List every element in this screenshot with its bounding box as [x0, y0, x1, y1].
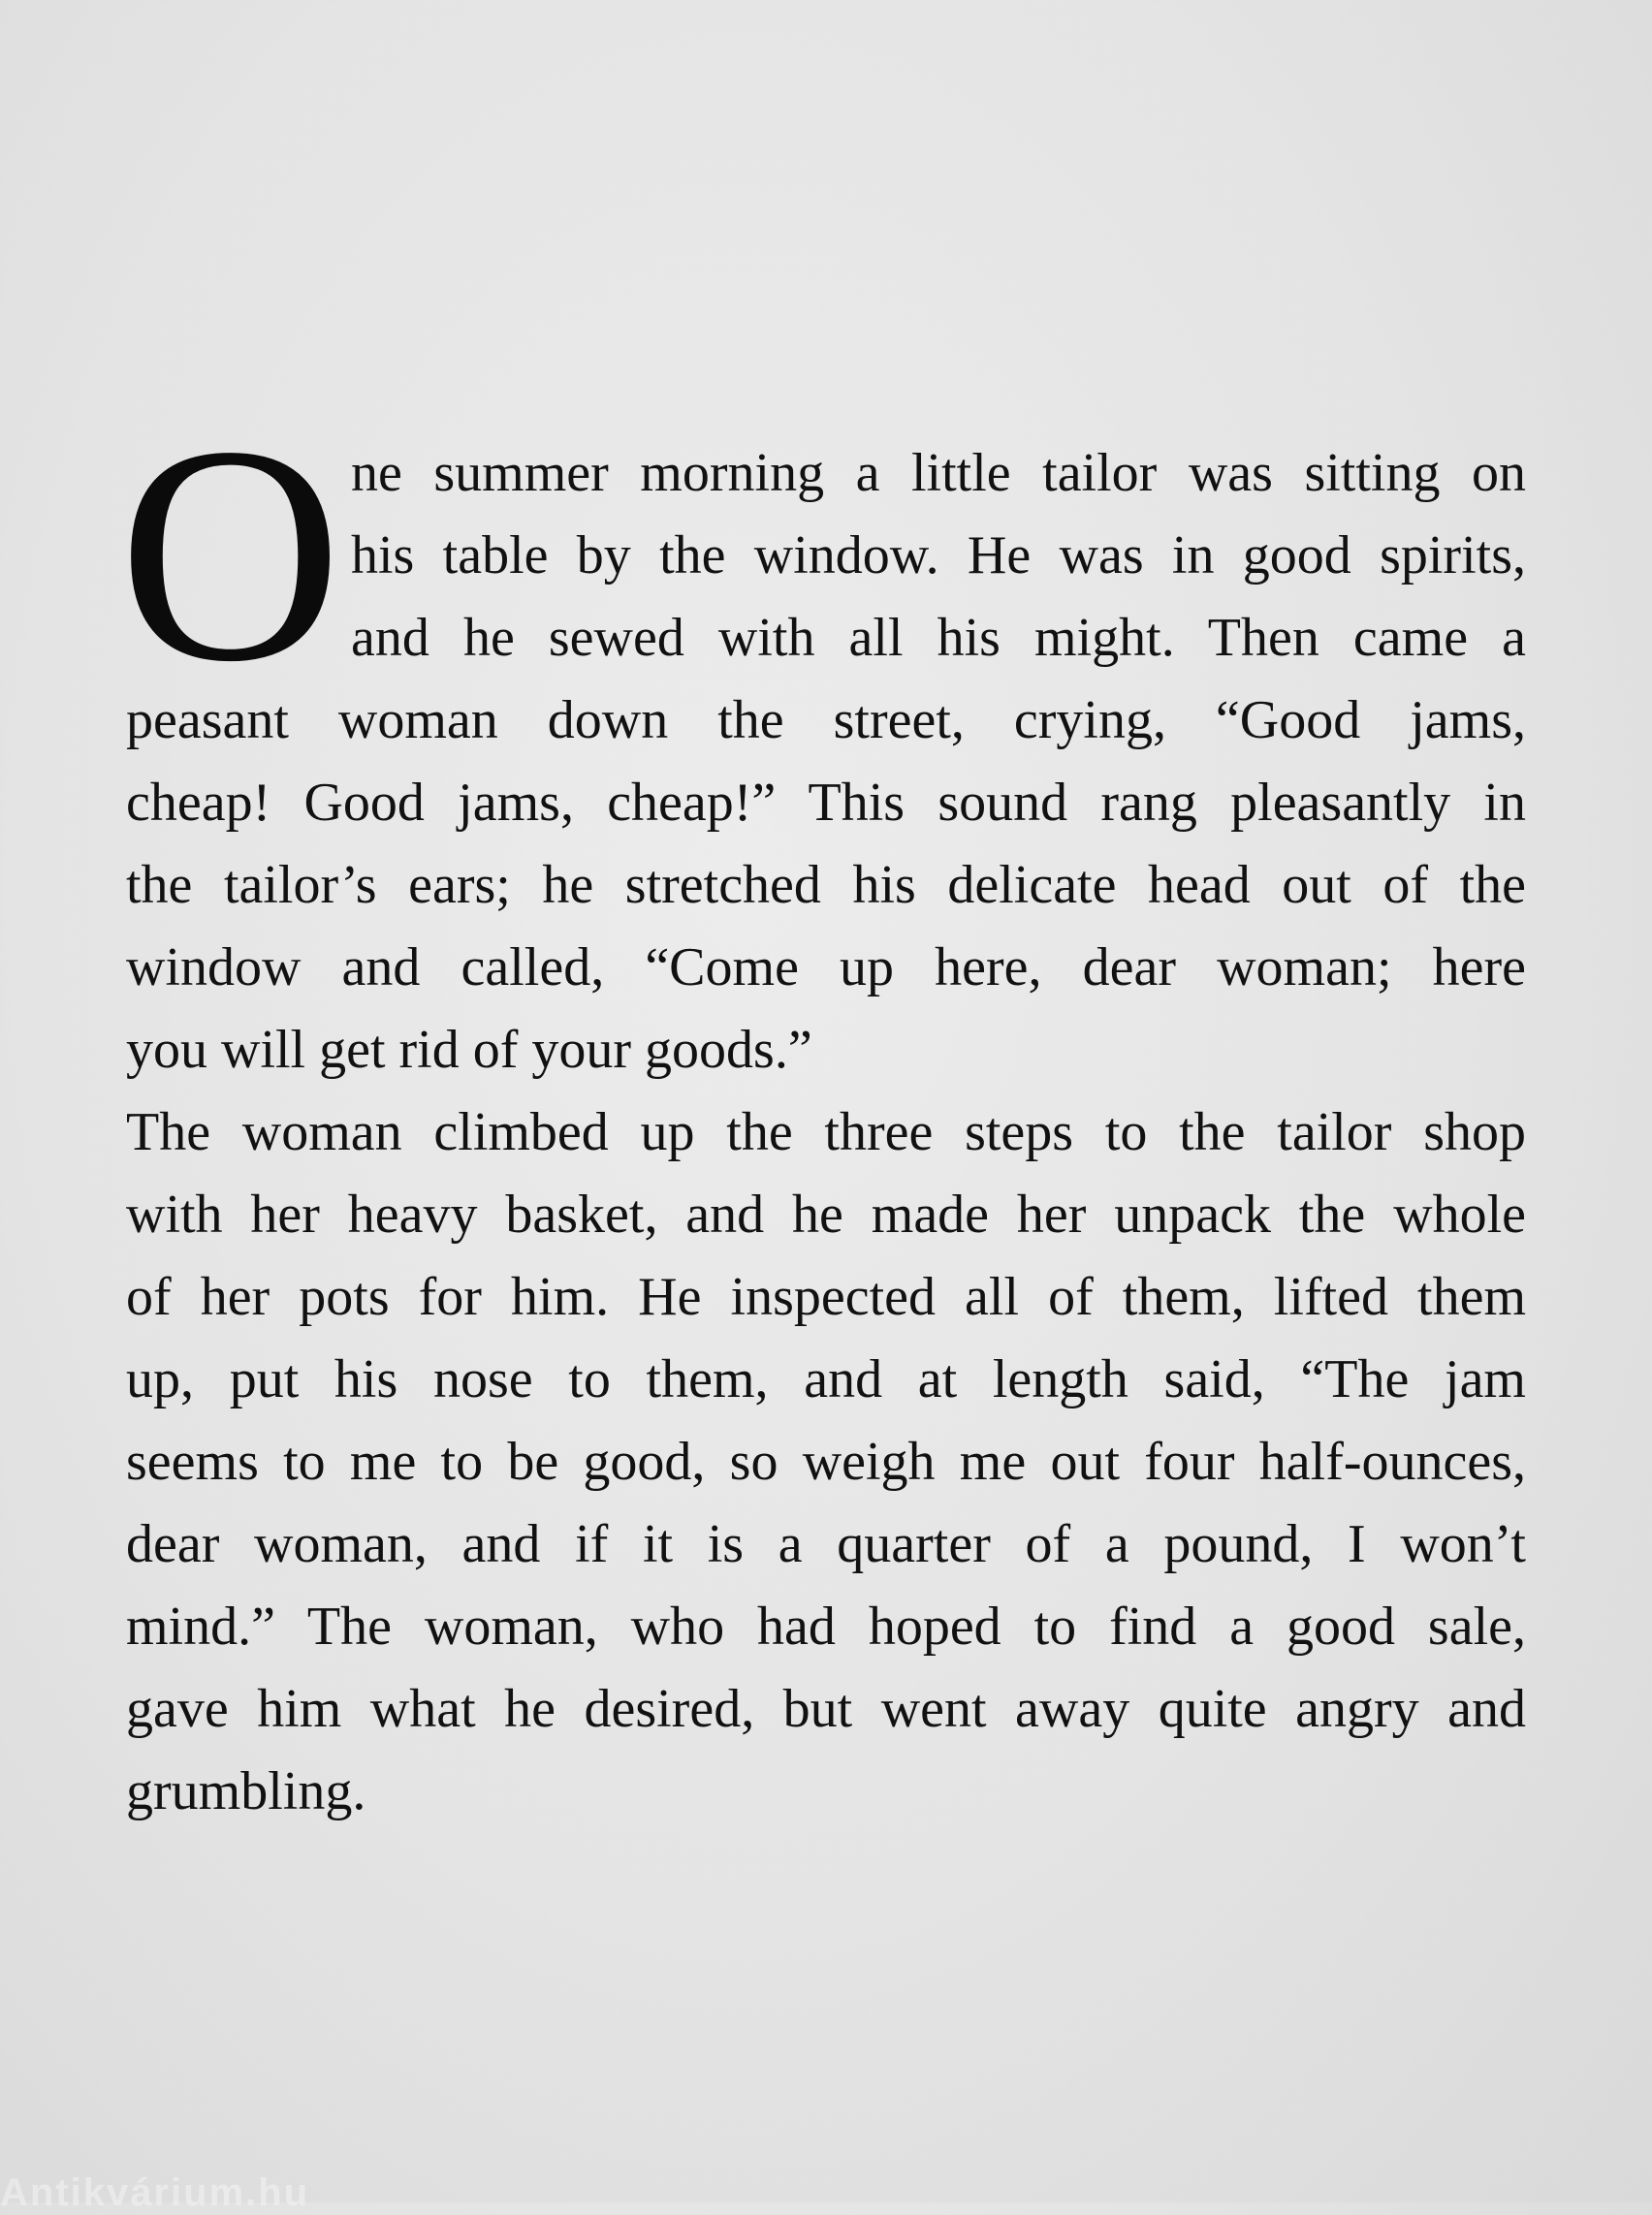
- text-line: of her pots for him. He inspected all of them, lifted them: [126, 1267, 1526, 1327]
- text-line: cheap! Good jams, cheap!” This sound rang pleasantly in: [126, 773, 1526, 833]
- text-line: his table by the window. He was in good spirits,: [351, 525, 1526, 585]
- text-line: and he sewed with all his might. Then came a: [351, 608, 1526, 668]
- text-line: the tailor’s ears; he stretched his delicate head out of the: [126, 855, 1526, 915]
- text-line: peasant woman down the street, crying, “Good jams,: [126, 690, 1526, 750]
- text-line: gave him what he desired, but went away quite angry and: [126, 1679, 1526, 1739]
- text-line: you will get rid of your goods.”: [126, 1020, 812, 1080]
- text-line: with her heavy basket, and he made her unpack the whole: [126, 1185, 1526, 1245]
- text-line: dear woman, and if it is a quarter of a pound, I won’t: [126, 1514, 1526, 1574]
- text-line: ne summer morning a little tailor was sitting on: [351, 443, 1526, 503]
- text-line: seems to me to be good, so weigh me out four half-ounces,: [126, 1432, 1526, 1492]
- text-line: grumbling.: [126, 1761, 366, 1821]
- text-line: up, put his nose to them, and at length said, “The jam: [126, 1349, 1526, 1409]
- drop-cap: O: [118, 383, 343, 726]
- watermark: Antikvárium.hu: [0, 2171, 310, 2214]
- text-line: mind.” The woman, who had hoped to find a good sale,: [126, 1597, 1526, 1657]
- story-text: [118, 383, 1526, 1833]
- text-line: The woman climbed up the three steps to the tailor shop: [126, 1102, 1526, 1162]
- text-line: window and called, “Come up here, dear woman; here: [126, 937, 1526, 997]
